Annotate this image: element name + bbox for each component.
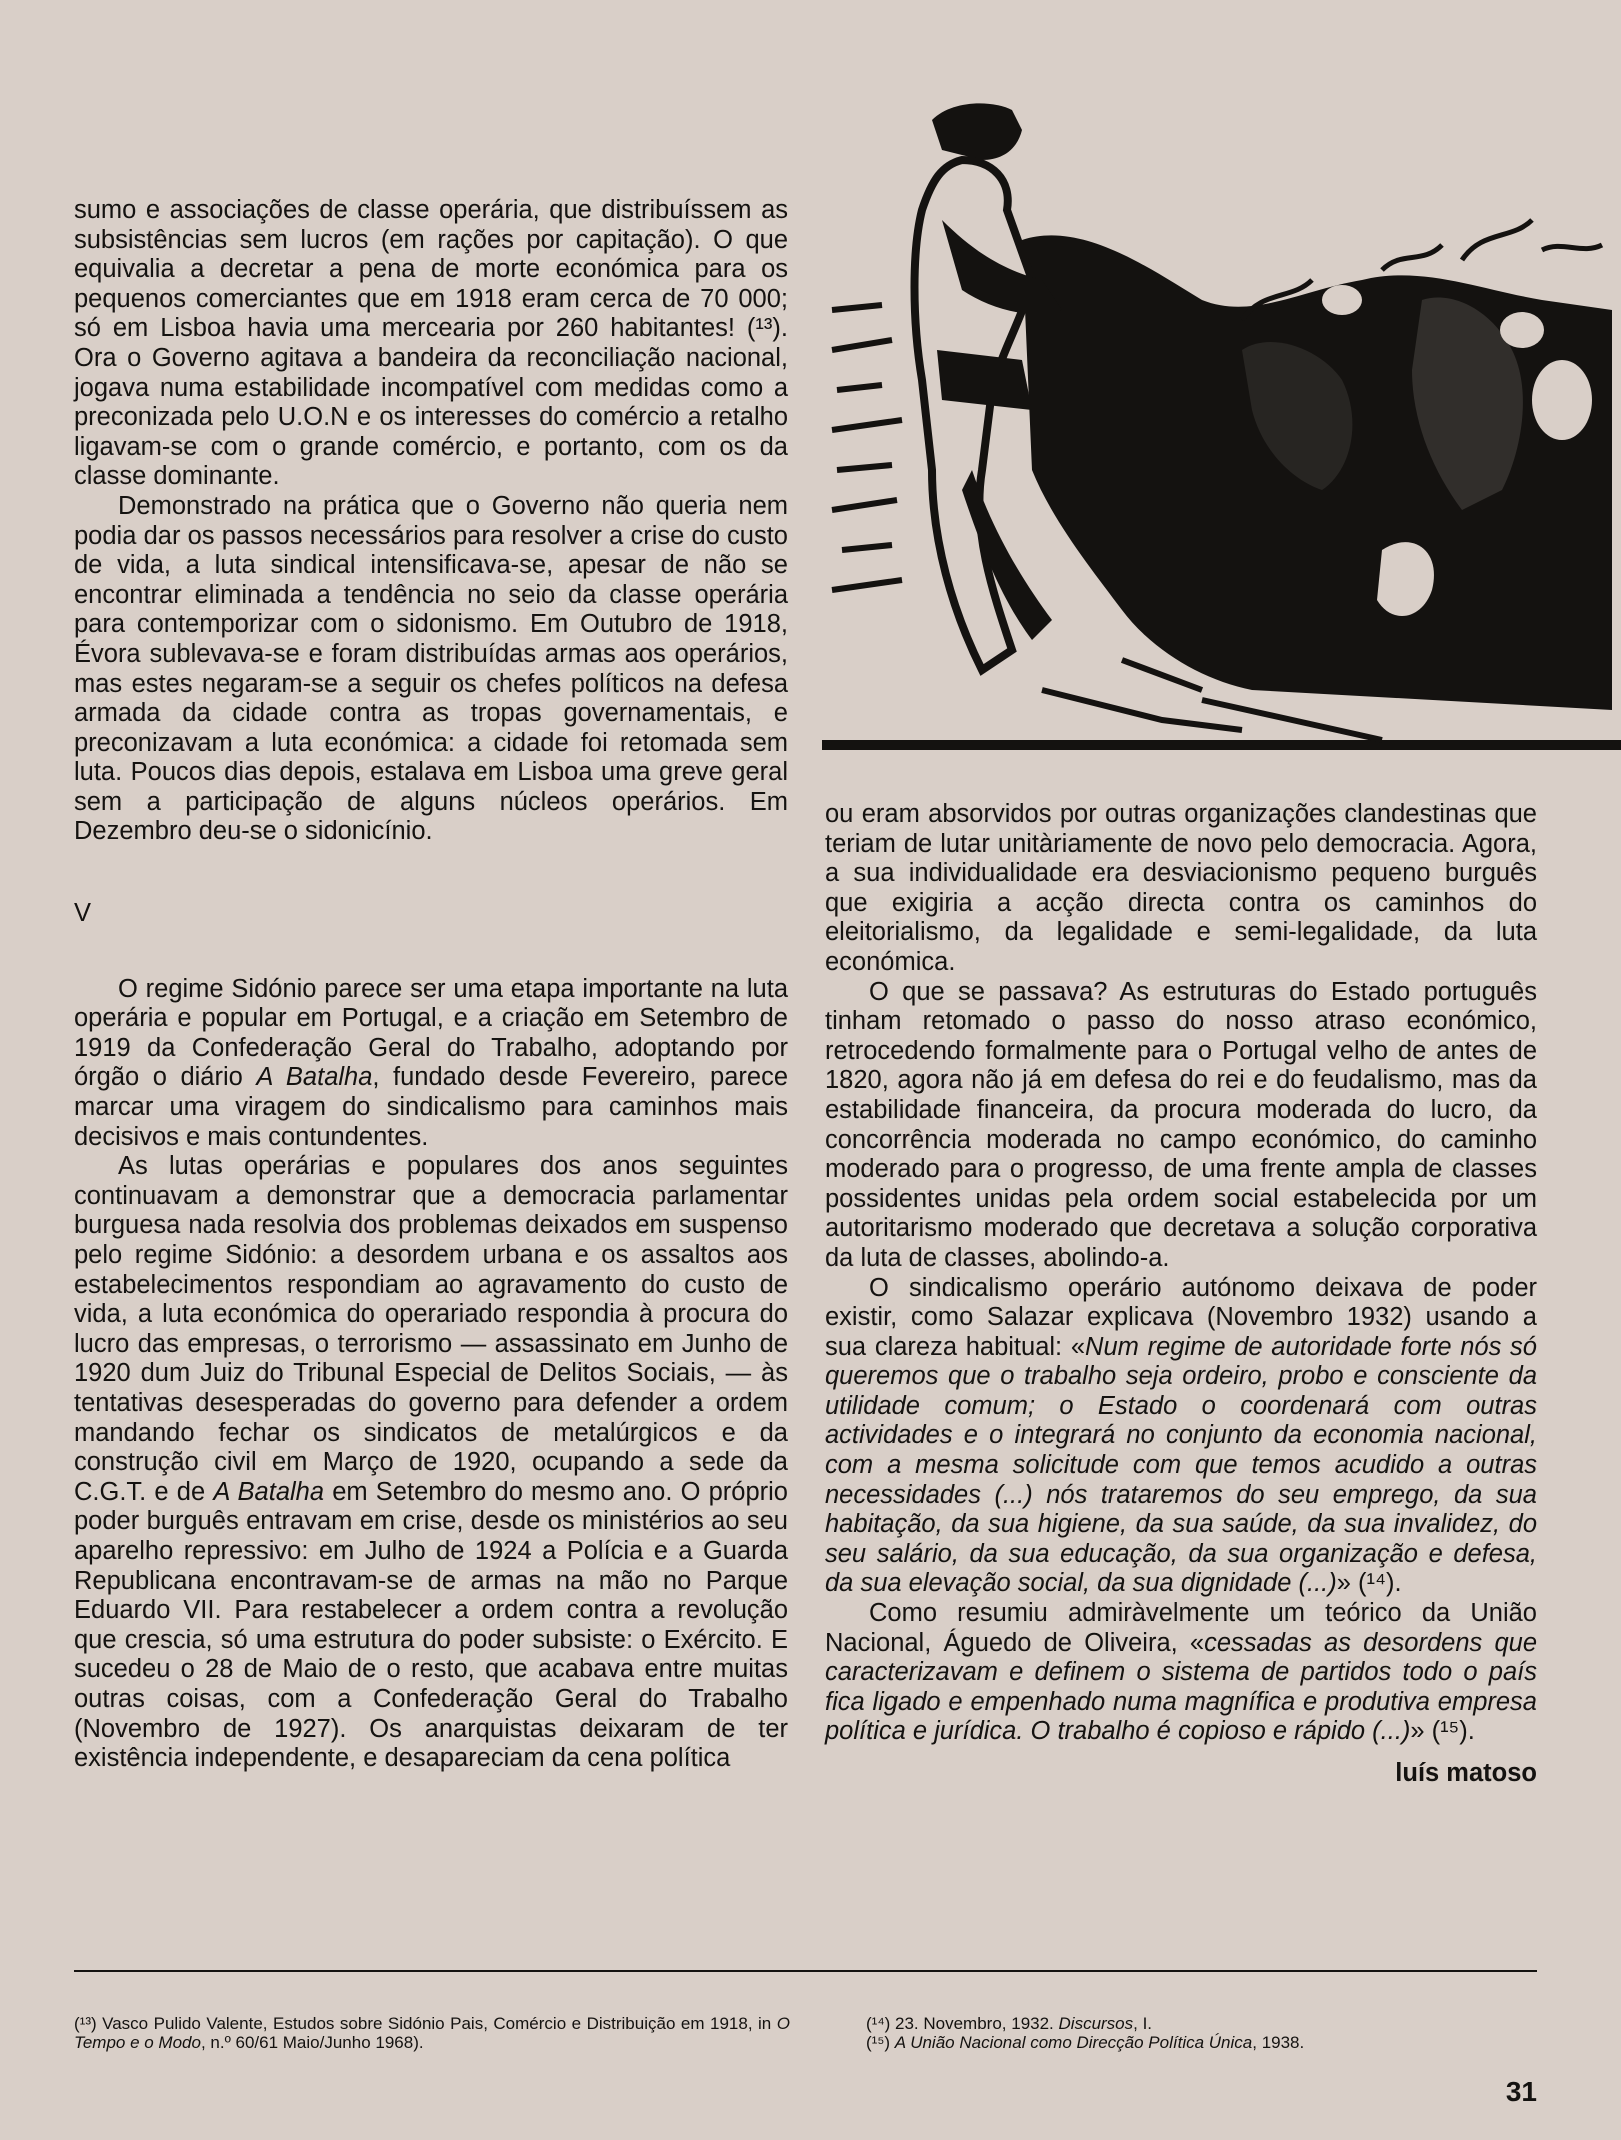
footnote-marker: (¹³)	[74, 2014, 97, 2033]
salazar-quote: Num regime de autoridade forte nós só queremos que o trabalho seja ordeiro, probo e consciente da utilidade comum; o Estado o coordenará com outras actividades e o integrará no conjunto da economia nacional, com a mesma solicitude com que temos acudido a outras necessidades (...) nós trataremos do seu emprego, da sua habitação, da sua higiene, da sua saúde, da sua invalidez, do seu salário, da sua educação, da sua organização e defesa, da sua elevação social, da sua dignidade (...)	[825, 1332, 1537, 1598]
section-heading: V	[74, 899, 92, 928]
oliveira-quote: cessadas as desordens que caracterizavam e definem o sistema de partidos todo o país fica ligado e empenhado numa magnífica e produtiva empresa política e jurídica. O trabalho é copioso e rápido (...)	[825, 1628, 1537, 1746]
footnotes-left	[74, 2014, 790, 2052]
footnote-italic: Discursos	[1058, 2014, 1134, 2033]
paragraph-text: » (¹⁵).	[1410, 1717, 1475, 1746]
italic-title: A Batalha	[256, 1063, 373, 1092]
paragraph: sumo e associações de classe operária, que distribuíssem as subsistências sem lucros (em rações por capitação). O que equivalia a decretar a pena de morte económica para os pequenos comerciantes que em 1918 eram cerca de 70 000; só em Lisboa havia uma mercearia por 260 habitantes! (¹³). Ora o Governo agitava a bandeira da reconciliação nacional, jogava numa estabilidade incompatível com medidas como a preconizada pelo U.O.N e os interesses do comércio a retalho ligavam-se com o grande comércio, e portanto, com os da classe dominante.	[74, 196, 788, 491]
author-signature: luís matoso	[1395, 1759, 1537, 1787]
paragraph-text: As lutas operárias e populares dos anos seguintes continuavam a demonstrar que a democracia parlamentar burguesa nada resolvia dos problemas deixados em suspenso pelo regime Sidónio: a desordem urbana e os assaltos aos estabelecimentos respondiam ao agravamento do custo de vida, a luta económica do operariado respondia à procura do lucro das empresas, o terrorismo — assassinato em Junho de 1920 dum Juiz do Tribunal Especial de Delitos Sociais, — às tentativas desesperadas do governo para defender a ordem mandando fechar os sindicatos de metalúrgicos e da construção civil em Março de 1920, ocupando a sede da C.G.T. e de	[74, 1152, 788, 1506]
paragraph: ou eram absorvidos por outras organizações clandestinas que teriam de lutar unitàriamente de novo pelo democracia. Agora, a sua individualidade era desviacionismo pequeno burguês que exigiria a acção directa contra os caminhos do eleitorialismo, da legalidade e semi-legalidade, da luta económica.	[825, 800, 1537, 976]
footnote-15	[866, 2033, 1506, 2052]
paragraph-text: » (¹⁴).	[1336, 1569, 1402, 1598]
woodcut-illustration	[822, 50, 1621, 764]
paragraph-text: em Setembro do mesmo ano. O próprio poder burguês entravam em crise, desde os ministérios ao seu aparelho repressivo: em Julho de 1924 a Polícia e a Guarda Republicana encontravam-se de armas na mão no Parque Eduardo VII. Para restabelecer a ordem contra a revolução que crescia, só uma estrutura do poder subsiste: o Exército. E sucedeu o 28 de Maio de o resto, que acabava entre muitas outras coisas, com a Confederação Geral do Trabalho (Novembro de 1927). Os anarquistas deixaram de ter existência independente, e desapareciam da cena política	[74, 1477, 788, 1773]
footnotes-right	[866, 2014, 1506, 2052]
paragraph	[74, 975, 788, 1153]
paragraph	[74, 1152, 788, 1773]
footnote-marker: (¹⁵)	[866, 2033, 891, 2052]
paragraph-text: , fundado desde Fevereiro, parece marcar uma viragem do sindicalismo para caminhos mais decisivos e mais contundentes.	[74, 1063, 788, 1151]
paragraph-text: O sindicalismo operário autónomo deixava de poder existir, como Salazar explicava (Novembro 1932) usando a sua clareza habitual: «	[825, 1273, 1537, 1361]
footnote-divider	[74, 1970, 1537, 1972]
footnote-italic: A União Nacional como Direcção Política Única	[894, 2033, 1253, 2052]
page-number: 31	[1505, 2076, 1537, 2107]
footnote-text: , 1938.	[1252, 2033, 1305, 2052]
footnote-13	[74, 2014, 790, 2052]
paragraph: Demonstrado na prática que o Governo não queria nem podia dar os passos necessários para resolver a crise do custo de vida, a luta sindical intensificava-se, apesar de não se encontrar eliminada a tendência no seio da classe operária para contemporizar com o sidonismo. Em Outubro de 1918, Évora sublevava-se e foram distribuídas armas aos operários, mas estes negaram-se a seguir os chefes políticos na defesa armada da cidade contra as tropas governamentais, e preconizavam a luta económica: a cidade foi retomada sem luta. Poucos dias depois, estalava em Lisboa uma greve geral sem a participação de alguns núcleos operários. Em Dezembro deu-se o sidonicínio.	[74, 491, 788, 846]
right-column	[825, 800, 1537, 1789]
italic-title: A Batalha	[213, 1477, 325, 1506]
footnote-text: Vasco Pulido Valente, Estudos sobre Sidónio Pais, Comércio e Distribuição em 1918, in	[96, 2014, 777, 2033]
paragraph	[825, 1274, 1537, 1600]
paragraph-text: Como resumiu admiràvelmente um teórico da União Nacional, Águedo de Oliveira, «	[825, 1599, 1537, 1657]
footnote-marker: (¹⁴)	[866, 2014, 891, 2033]
footnote-italic: O Tempo e o Modo	[74, 2014, 790, 2052]
paragraph: O que se passava? As estruturas do Estado português tinham retomado o passo do nosso atraso económico, retrocedendo formalmente para o Portugal velho de antes de 1820, agora não já em defesa do rei e do feudalismo, mas da estabilidade financeira, da procura moderada do lucro, da concorrência moderada no campo económico, do caminho moderado para o progresso, de uma frente ampla de classes possidentes unidas pela ordem social estabelecida por um autoritarismo moderado que decretava a solução corporativa da luta de classes, abolindo-a.	[825, 977, 1537, 1272]
worker-illustration-svg	[822, 50, 1621, 764]
paragraph-text: O regime Sidónio parece ser uma etapa importante na luta operária e popular em Portugal, e a criação em Setembro de 1919 da Confederação Geral do Trabalho, adoptando por órgão o diário	[74, 974, 788, 1092]
footnote-text: , n.º 60/61 Maio/Junho 1968).	[200, 2033, 424, 2052]
paragraph	[825, 1599, 1537, 1747]
footnote-14	[866, 2014, 1506, 2033]
left-column	[74, 196, 788, 1774]
footnote-text: , I.	[1133, 2014, 1153, 2033]
footnote-text: 23. Novembro, 1932.	[890, 2014, 1059, 2033]
